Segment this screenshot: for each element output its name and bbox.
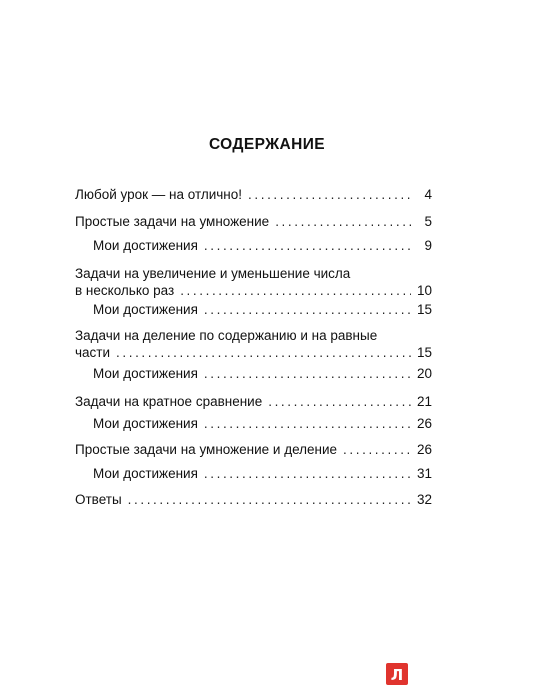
dot-leader: [268, 393, 411, 410]
toc-entry-page: 26: [416, 416, 432, 431]
dot-leader: [204, 415, 411, 432]
dot-leader: [128, 491, 411, 508]
toc-entry-label: Мои достижения: [93, 416, 198, 431]
toc-entry-page: 9: [424, 238, 432, 253]
logo-letter-icon: [386, 663, 408, 685]
toc-entry-page: 26: [416, 442, 432, 457]
toc-entry-label-line1: Задачи на увеличение и уменьшение числа: [75, 266, 351, 281]
page-title: СОДЕРЖАНИЕ: [208, 136, 326, 153]
dot-leader: [275, 213, 412, 230]
toc-entry-label: Мои достижения: [93, 302, 198, 317]
dot-leader: [204, 237, 412, 254]
dot-leader: [204, 365, 411, 382]
toc-entry-page: 4: [424, 187, 432, 202]
dot-leader: [204, 301, 411, 318]
toc-entry-page: 5: [424, 214, 432, 229]
dot-leader: [204, 465, 411, 482]
toc-entry-label: Простые задачи на умножение: [75, 214, 270, 229]
toc-entry-page: 10: [416, 283, 432, 298]
dot-leader: [180, 282, 411, 299]
toc-entry: [75, 265, 432, 299]
toc-entry-label: Любой урок — на отлично!: [75, 187, 243, 202]
dot-leader: [248, 186, 412, 203]
toc-entry: [75, 491, 432, 508]
toc-entry-label: Мои достижения: [93, 466, 198, 481]
toc-entry-label: Мои достижения: [93, 238, 198, 253]
toc-entry-page: 15: [416, 302, 432, 317]
toc-subentry: [93, 301, 432, 318]
toc-entry-page: 21: [416, 394, 432, 409]
toc-entry: [75, 393, 432, 410]
toc-entry-page: 15: [416, 345, 432, 360]
toc-entry-label: Мои достижения: [93, 366, 198, 381]
toc-entry-label: Задачи на кратное сравнение: [75, 394, 263, 409]
svg-text:Л: Л: [390, 666, 404, 684]
toc-entry-label: части: [75, 345, 111, 360]
toc-entry-label: Простые задачи на умножение и деление: [75, 442, 338, 457]
toc-entry-page: 32: [416, 492, 432, 507]
toc-entry: [75, 186, 432, 203]
toc-entry: [75, 213, 432, 230]
toc-entry: [75, 441, 432, 458]
publisher-logo: [386, 663, 408, 685]
toc-subentry: [93, 237, 432, 254]
toc-entry-page: 20: [416, 366, 432, 381]
toc-entry-label-line1: Задачи на деление по содержанию и на равные: [75, 328, 378, 343]
toc-entry-page: 31: [416, 466, 432, 481]
toc-subentry: [93, 415, 432, 432]
dot-leader: [116, 344, 411, 361]
toc-entry-label: Ответы: [75, 492, 122, 507]
dot-leader: [343, 441, 411, 458]
toc-entry: [75, 327, 432, 361]
toc-subentry: [93, 465, 432, 482]
toc-subentry: [93, 365, 432, 382]
toc-entry-label: в несколько раз: [75, 283, 175, 298]
